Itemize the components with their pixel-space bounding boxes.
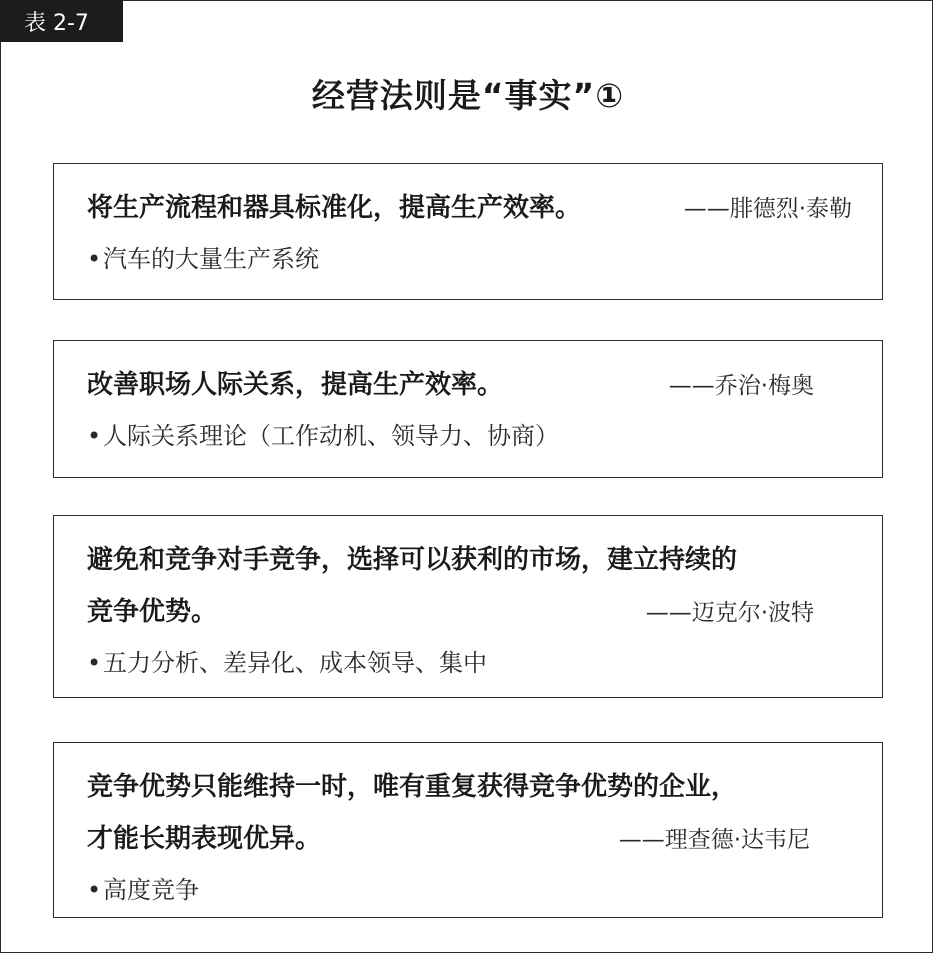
statement-text: 竞争优势。 [87, 597, 218, 627]
statement-text: 改善职场人际关系，提高生产效率。 [87, 370, 504, 400]
page-title: 经营法则是“事实”① [311, 76, 625, 115]
author-name: ——乔治·梅奥 [668, 373, 814, 399]
principle-card-mayo [53, 340, 883, 478]
principle-card-taylor [53, 163, 883, 300]
list-item [87, 235, 852, 283]
bullet-icon: • [87, 876, 102, 904]
principle-card-daveni [53, 742, 883, 918]
author-name: ——腓德烈·泰勒 [683, 196, 852, 222]
bullet-icon: • [87, 422, 102, 450]
bullet-text: 汽车的大量生产系统 [103, 245, 319, 273]
principle-statement [87, 182, 852, 235]
bullet-text: 五力分析、差异化、成本领导、集中 [103, 649, 487, 677]
table-label: 表 2-7 [0, 0, 123, 42]
bullet-text: 高度竞争 [103, 876, 199, 904]
list-item [87, 412, 852, 460]
principle-statement [87, 586, 852, 639]
bullet-icon: • [87, 649, 102, 677]
bullet-text: 人际关系理论（工作动机、领导力、协商） [103, 422, 559, 450]
author-name: ——迈克尔·波特 [645, 600, 814, 626]
statement-text: 竞争优势只能维持一时，唯有重复获得竞争优势的企业， [87, 772, 738, 802]
statement-text: 将生产流程和器具标准化，提高生产效率。 [87, 193, 582, 223]
statement-text: 避免和竞争对手竞争，选择可以获利的市场，建立持续的 [87, 545, 738, 575]
statement-text: 才能长期表现优异。 [87, 824, 322, 854]
bullet-icon: • [87, 245, 102, 273]
principle-statement [87, 359, 852, 412]
author-name: ——理查德·达韦尼 [618, 827, 810, 853]
principle-card-porter [53, 515, 883, 698]
principle-statement [87, 813, 852, 866]
list-item [87, 639, 852, 687]
list-item [87, 866, 852, 914]
